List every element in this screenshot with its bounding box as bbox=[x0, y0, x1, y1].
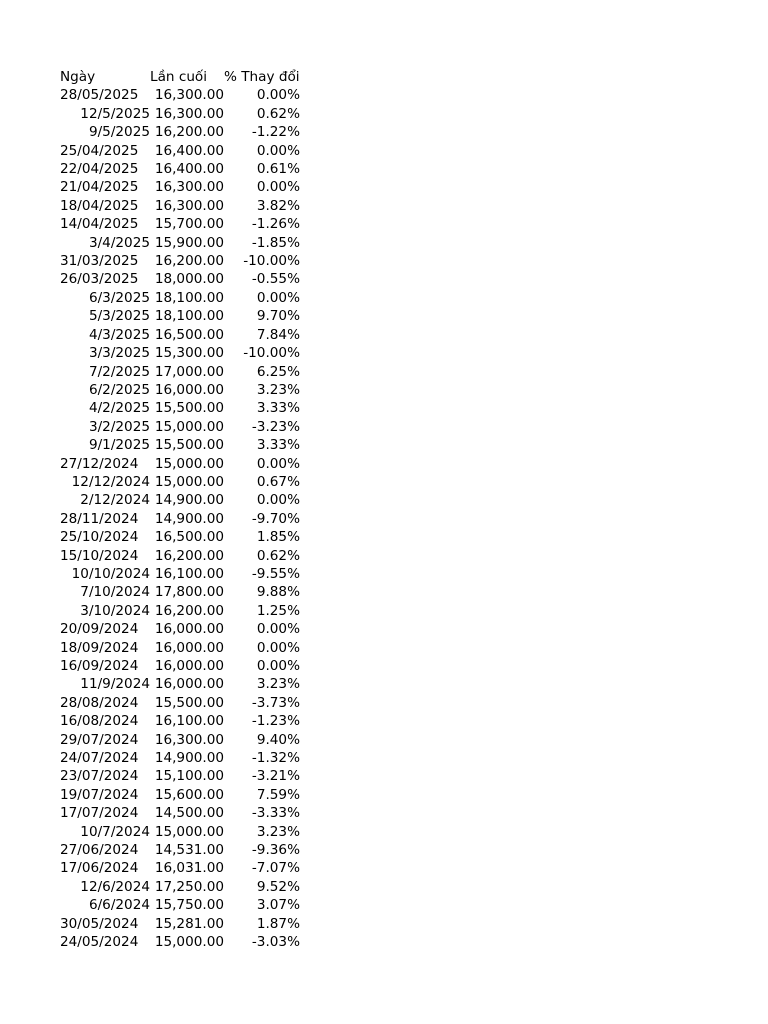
change-percent-cell[interactable]: 1.87% bbox=[256, 915, 300, 932]
last-price-cell[interactable]: 15,000.00 bbox=[154, 455, 224, 472]
table-row bbox=[60, 896, 300, 914]
last-price-cell[interactable]: 14,531.00 bbox=[154, 842, 224, 859]
last-price-cell[interactable]: 15,000.00 bbox=[154, 473, 224, 490]
change-percent-cell[interactable]: 0.00% bbox=[256, 142, 300, 159]
last-price-cell[interactable]: 14,900.00 bbox=[154, 492, 224, 509]
date-cell[interactable]: 23/07/2024 bbox=[60, 768, 139, 785]
change-percent-cell[interactable]: -9.55% bbox=[251, 565, 300, 582]
last-price-cell[interactable]: 16,200.00 bbox=[154, 547, 224, 564]
table-row bbox=[60, 878, 300, 896]
change-percent-cell[interactable]: 0.00% bbox=[256, 87, 300, 104]
date-cell[interactable]: 17/06/2024 bbox=[60, 860, 139, 877]
date-cell[interactable]: 3/4/2025 bbox=[88, 234, 150, 251]
date-cell[interactable]: 18/09/2024 bbox=[60, 639, 139, 656]
table-row bbox=[60, 123, 300, 141]
table-row bbox=[60, 86, 300, 104]
date-cell[interactable]: 18/04/2025 bbox=[60, 197, 139, 214]
date-cell[interactable]: 16/08/2024 bbox=[60, 713, 139, 730]
table-row bbox=[60, 528, 300, 546]
date-column-header[interactable]: Ngày bbox=[60, 69, 96, 85]
table-row bbox=[60, 859, 300, 877]
change-percent-cell[interactable]: 3.23% bbox=[256, 823, 300, 840]
change-percent-cell[interactable]: 0.00% bbox=[256, 639, 300, 656]
change-percent-column-header[interactable]: % Thay đổi bbox=[224, 69, 300, 85]
date-cell[interactable]: 5/3/2025 bbox=[88, 308, 150, 325]
last-price-cell[interactable]: 16,000.00 bbox=[154, 621, 224, 638]
table-row bbox=[60, 583, 300, 601]
change-percent-cell[interactable]: 0.67% bbox=[256, 473, 300, 490]
change-percent-cell[interactable]: -9.36% bbox=[251, 842, 300, 859]
last-price-cell[interactable]: 16,300.00 bbox=[154, 197, 224, 214]
last-price-cell[interactable]: 15,100.00 bbox=[154, 768, 224, 785]
last-price-cell[interactable]: 16,000.00 bbox=[154, 676, 224, 693]
header-row bbox=[60, 68, 300, 86]
last-price-column-header[interactable]: Lần cuối bbox=[150, 69, 208, 85]
table-row bbox=[60, 399, 300, 417]
table-row bbox=[60, 105, 300, 123]
last-price-cell[interactable]: 16,100.00 bbox=[154, 565, 224, 582]
last-price-cell[interactable]: 15,300.00 bbox=[154, 345, 224, 362]
table-row bbox=[60, 915, 300, 933]
change-percent-cell[interactable]: 0.00% bbox=[256, 658, 300, 674]
last-price-cell[interactable]: 16,500.00 bbox=[154, 326, 224, 343]
change-percent-cell[interactable]: 1.85% bbox=[256, 529, 300, 546]
last-price-cell[interactable]: 17,000.00 bbox=[154, 363, 224, 380]
table-row bbox=[60, 142, 300, 160]
date-cell[interactable]: 2/12/2024 bbox=[80, 492, 150, 509]
date-cell[interactable]: 24/05/2024 bbox=[60, 934, 139, 951]
last-price-cell[interactable]: 16,400.00 bbox=[154, 142, 224, 159]
table-row bbox=[60, 252, 300, 270]
change-percent-cell[interactable]: 6.25% bbox=[256, 363, 300, 380]
change-percent-cell[interactable]: 0.62% bbox=[256, 547, 300, 564]
date-cell[interactable]: 21/04/2025 bbox=[60, 179, 139, 196]
change-percent-cell[interactable]: 0.00% bbox=[256, 455, 300, 472]
table-row bbox=[60, 712, 300, 730]
table-row bbox=[60, 547, 300, 565]
change-percent-cell[interactable]: -0.55% bbox=[251, 271, 300, 288]
date-cell[interactable]: 3/3/2025 bbox=[88, 345, 150, 362]
date-cell[interactable]: 29/07/2024 bbox=[60, 731, 139, 748]
table-row bbox=[60, 933, 300, 951]
table-row bbox=[60, 197, 300, 215]
change-percent-cell[interactable]: 9.70% bbox=[256, 308, 300, 325]
date-cell[interactable]: 25/10/2024 bbox=[60, 529, 139, 546]
last-price-cell[interactable]: 18,000.00 bbox=[154, 271, 224, 288]
date-cell[interactable]: 28/11/2024 bbox=[60, 510, 139, 527]
date-cell[interactable]: 3/2/2025 bbox=[88, 418, 150, 435]
table-body bbox=[60, 86, 300, 951]
last-price-cell[interactable]: 16,300.00 bbox=[154, 731, 224, 748]
last-price-cell[interactable]: 16,400.00 bbox=[154, 161, 224, 178]
change-percent-cell[interactable]: 0.61% bbox=[256, 161, 300, 178]
last-price-cell[interactable]: 15,500.00 bbox=[154, 437, 224, 454]
table-row bbox=[60, 381, 300, 399]
change-percent-cell[interactable]: 1.25% bbox=[256, 602, 300, 619]
date-cell[interactable]: 27/06/2024 bbox=[60, 842, 139, 859]
date-cell[interactable]: 27/12/2024 bbox=[60, 455, 139, 472]
last-price-cell[interactable]: 14,900.00 bbox=[154, 510, 224, 527]
table-row bbox=[60, 841, 300, 859]
date-cell[interactable]: 10/7/2024 bbox=[80, 823, 150, 840]
table-row bbox=[60, 307, 300, 325]
date-cell[interactable]: 25/04/2025 bbox=[60, 142, 139, 159]
table-row bbox=[60, 436, 300, 454]
last-price-cell[interactable]: 15,750.00 bbox=[154, 897, 224, 914]
date-cell[interactable]: 11/9/2024 bbox=[80, 676, 150, 693]
date-cell[interactable]: 7/10/2024 bbox=[80, 584, 150, 601]
last-price-cell[interactable]: 16,200.00 bbox=[154, 253, 224, 270]
date-cell[interactable]: 6/3/2025 bbox=[88, 289, 150, 306]
date-cell[interactable]: 20/09/2024 bbox=[60, 621, 139, 638]
table-row bbox=[60, 234, 300, 252]
date-cell[interactable]: 16/09/2024 bbox=[60, 658, 139, 674]
table-row bbox=[60, 363, 300, 381]
change-percent-cell[interactable]: -3.73% bbox=[251, 694, 300, 711]
last-price-cell[interactable]: 18,100.00 bbox=[154, 308, 224, 325]
date-cell[interactable]: 12/6/2024 bbox=[80, 878, 150, 895]
change-percent-cell[interactable]: -3.33% bbox=[251, 805, 300, 822]
date-cell[interactable]: 3/10/2024 bbox=[80, 602, 150, 619]
table-row bbox=[60, 178, 300, 196]
table-row bbox=[60, 160, 300, 178]
last-price-cell[interactable]: 15,500.00 bbox=[154, 400, 224, 417]
date-cell[interactable]: 26/03/2025 bbox=[60, 271, 139, 288]
table-row bbox=[60, 620, 300, 638]
price-history-table bbox=[60, 68, 300, 952]
last-price-cell[interactable]: 15,900.00 bbox=[154, 234, 224, 251]
change-percent-cell[interactable]: 0.00% bbox=[256, 621, 300, 638]
last-price-cell[interactable]: 16,300.00 bbox=[154, 105, 224, 122]
last-price-cell[interactable]: 15,700.00 bbox=[154, 216, 224, 233]
last-price-cell[interactable]: 17,800.00 bbox=[154, 584, 224, 601]
date-cell[interactable]: 19/07/2024 bbox=[60, 786, 139, 803]
last-price-cell[interactable]: 15,500.00 bbox=[154, 694, 224, 711]
last-price-cell[interactable]: 18,100.00 bbox=[154, 289, 224, 306]
table-row bbox=[60, 455, 300, 473]
change-percent-cell[interactable]: 3.33% bbox=[256, 400, 300, 417]
change-percent-cell[interactable]: 9.40% bbox=[256, 731, 300, 748]
date-cell[interactable]: 12/12/2024 bbox=[71, 473, 150, 490]
change-percent-cell[interactable]: 7.84% bbox=[256, 326, 300, 343]
date-cell[interactable]: 28/08/2024 bbox=[60, 694, 139, 711]
last-price-cell[interactable]: 16,300.00 bbox=[154, 87, 224, 104]
table-row bbox=[60, 344, 300, 362]
table-row bbox=[60, 473, 300, 491]
change-percent-cell[interactable]: -1.22% bbox=[251, 124, 300, 141]
table-row bbox=[60, 749, 300, 767]
table-row bbox=[60, 786, 300, 804]
table-row bbox=[60, 639, 300, 657]
date-cell[interactable]: 7/2/2025 bbox=[88, 363, 150, 380]
last-price-cell[interactable]: 14,900.00 bbox=[154, 750, 224, 767]
table-row bbox=[60, 767, 300, 785]
change-percent-cell[interactable]: 7.59% bbox=[256, 786, 300, 803]
date-cell[interactable]: 30/05/2024 bbox=[60, 915, 139, 932]
change-percent-cell[interactable]: -3.03% bbox=[251, 934, 300, 951]
change-percent-cell[interactable]: 0.00% bbox=[256, 492, 300, 509]
table-row bbox=[60, 694, 300, 712]
change-percent-cell[interactable]: -1.32% bbox=[251, 750, 300, 767]
last-price-cell[interactable]: 16,100.00 bbox=[154, 713, 224, 730]
last-price-cell[interactable]: 15,600.00 bbox=[154, 786, 224, 803]
change-percent-cell[interactable]: -1.26% bbox=[251, 216, 300, 233]
table-row bbox=[60, 675, 300, 693]
date-cell[interactable]: 28/05/2025 bbox=[60, 87, 139, 104]
last-price-cell[interactable]: 14,500.00 bbox=[154, 805, 224, 822]
table-row bbox=[60, 602, 300, 620]
date-cell[interactable]: 6/6/2024 bbox=[88, 897, 150, 914]
date-cell[interactable]: 9/5/2025 bbox=[88, 124, 150, 141]
last-price-cell[interactable]: 16,300.00 bbox=[154, 179, 224, 196]
last-price-cell[interactable]: 16,031.00 bbox=[154, 860, 224, 877]
change-percent-cell[interactable]: -3.21% bbox=[251, 768, 300, 785]
change-percent-cell[interactable]: 3.23% bbox=[256, 676, 300, 693]
date-cell[interactable]: 9/1/2025 bbox=[88, 437, 150, 454]
last-price-cell[interactable]: 15,000.00 bbox=[154, 418, 224, 435]
last-price-cell[interactable]: 16,200.00 bbox=[154, 602, 224, 619]
date-cell[interactable]: 24/07/2024 bbox=[60, 750, 139, 767]
change-percent-cell[interactable]: -1.23% bbox=[251, 713, 300, 730]
change-percent-cell[interactable]: -7.07% bbox=[251, 860, 300, 877]
change-percent-cell[interactable]: 3.23% bbox=[256, 381, 300, 398]
last-price-cell[interactable]: 16,500.00 bbox=[154, 529, 224, 546]
table-row bbox=[60, 731, 300, 749]
date-cell[interactable]: 17/07/2024 bbox=[60, 805, 139, 822]
change-percent-cell[interactable]: 9.52% bbox=[256, 878, 300, 895]
table-row bbox=[60, 215, 300, 233]
table-row bbox=[60, 657, 300, 675]
last-price-cell[interactable]: 16,000.00 bbox=[154, 658, 224, 674]
table-row bbox=[60, 418, 300, 436]
last-price-cell[interactable]: 17,250.00 bbox=[154, 878, 224, 895]
date-cell[interactable]: 4/2/2025 bbox=[88, 400, 150, 417]
table-row bbox=[60, 270, 300, 288]
date-cell[interactable]: 6/2/2025 bbox=[88, 381, 150, 398]
date-cell[interactable]: 15/10/2024 bbox=[60, 547, 139, 564]
change-percent-cell[interactable]: 3.82% bbox=[256, 197, 300, 214]
change-percent-cell[interactable]: 3.33% bbox=[256, 437, 300, 454]
change-percent-cell[interactable]: 9.88% bbox=[256, 584, 300, 601]
change-percent-cell[interactable]: 0.62% bbox=[256, 105, 300, 122]
table-row bbox=[60, 326, 300, 344]
last-price-cell[interactable]: 16,000.00 bbox=[154, 381, 224, 398]
last-price-cell[interactable]: 15,000.00 bbox=[154, 823, 224, 840]
change-percent-cell[interactable]: -10.00% bbox=[243, 345, 300, 362]
table-row bbox=[60, 491, 300, 509]
change-percent-cell[interactable]: -9.70% bbox=[251, 510, 300, 527]
date-cell[interactable]: 12/5/2025 bbox=[80, 105, 150, 122]
table-row bbox=[60, 823, 300, 841]
last-price-cell[interactable]: 16,200.00 bbox=[154, 124, 224, 141]
change-percent-cell[interactable]: -10.00% bbox=[243, 253, 300, 270]
last-price-cell[interactable]: 16,000.00 bbox=[154, 639, 224, 656]
change-percent-cell[interactable]: 0.00% bbox=[256, 289, 300, 306]
change-percent-cell[interactable]: 0.00% bbox=[256, 179, 300, 196]
change-percent-cell[interactable]: -3.23% bbox=[251, 418, 300, 435]
change-percent-cell[interactable]: -1.85% bbox=[251, 234, 300, 251]
date-cell[interactable]: 14/04/2025 bbox=[60, 216, 139, 233]
date-cell[interactable]: 31/03/2025 bbox=[60, 253, 139, 270]
date-cell[interactable]: 22/04/2025 bbox=[60, 161, 139, 178]
table-row bbox=[60, 804, 300, 822]
date-cell[interactable]: 4/3/2025 bbox=[88, 326, 150, 343]
last-price-cell[interactable]: 15,281.00 bbox=[154, 915, 224, 932]
table-row bbox=[60, 289, 300, 307]
change-percent-cell[interactable]: 3.07% bbox=[256, 897, 300, 914]
table-row bbox=[60, 510, 300, 528]
last-price-cell[interactable]: 15,000.00 bbox=[154, 934, 224, 951]
table-row bbox=[60, 565, 300, 583]
date-cell[interactable]: 10/10/2024 bbox=[71, 565, 150, 582]
